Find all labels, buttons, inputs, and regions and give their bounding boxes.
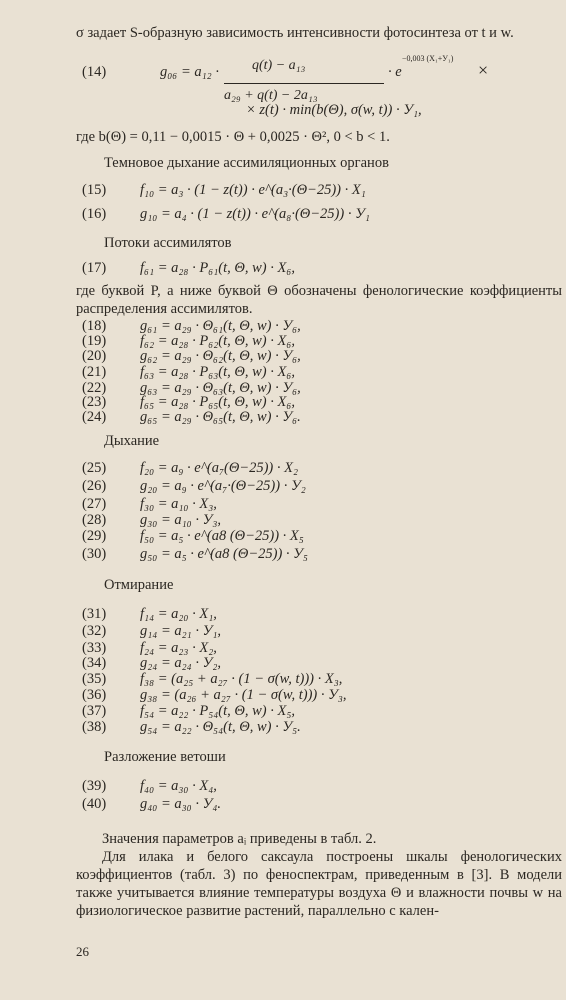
- eq24-number: (24): [82, 409, 107, 425]
- eq34-formula: g₂₄ = a₂₄ · У₂,: [140, 655, 221, 671]
- eq17-number: (17): [82, 260, 107, 276]
- eq14-continuation: × z(t) · min(b(Θ), σ(w, t)) · У₁,: [246, 102, 422, 118]
- eq14-numerator: q(t) − a₁₃: [252, 58, 306, 73]
- eq33-formula: f₂₄ = a₂₃ · X₂,: [140, 640, 217, 656]
- eq26-number: (26): [82, 478, 107, 494]
- eq19-formula: f₆₂ = a₂₈ · P₆₂(t, Θ, w) · X₆,: [140, 333, 296, 349]
- eq27-number: (27): [82, 496, 107, 512]
- eq36-number: (36): [82, 687, 107, 703]
- fraction-bar: [224, 83, 384, 84]
- assimilate-flows-heading: Потоки ассимилятов: [104, 235, 232, 251]
- eq36-formula: g₃₈ = (a₂₆ + a₂₇ · (1 − σ(w, t))) · У₃,: [140, 687, 347, 703]
- eq28-formula: g₃₀ = a₁₀ · У₃,: [140, 512, 221, 528]
- eq21-number: (21): [82, 364, 107, 380]
- eq23-number: (23): [82, 394, 107, 410]
- eq14-exponent: −0,003 (X₁+У₁): [402, 54, 454, 63]
- eq28-number: (28): [82, 512, 107, 528]
- eq33-number: (33): [82, 640, 107, 656]
- eq38-formula: g₅₄ = a₂₂ · Θ₅₄(t, Θ, w) · У₅.: [140, 719, 301, 735]
- closing-paragraph: Для илака и белого саксаула построены шкалы фенологических коэффициентов (табл. 3) по феноспектрам, приведенным в [3]. В модели также учитывается влияние температуры воздуха Θ и влажности почвы w на физиологическое развитие растений, параллельно с кален-: [76, 849, 562, 919]
- eq35-number: (35): [82, 671, 107, 687]
- eq30-number: (30): [82, 546, 107, 562]
- eq15-number: (15): [82, 182, 107, 198]
- eq19-number: (19): [82, 333, 107, 349]
- eq17-formula: f₆₁ = a₂₈ · P₆₁(t, Θ, w) · X₆,: [140, 260, 296, 276]
- eq31-formula: f₁₄ = a₂₀ · X₁,: [140, 606, 217, 622]
- eq29-number: (29): [82, 528, 107, 544]
- eq15-formula: f₁₀ = a₃ · (1 − z(t)) · e^(a₃·(Θ−25)) · X₁: [140, 182, 366, 198]
- eq32-number: (32): [82, 623, 107, 639]
- eq16-formula: g₁₀ = a₄ · (1 − z(t)) · e^(a₈·(Θ−25)) · У₁: [140, 206, 370, 222]
- eq18-number: (18): [82, 318, 107, 334]
- eq20-formula: g₆₂ = a₂₉ · Θ₆₂(t, Θ, w) · У₆,: [140, 348, 301, 364]
- eq21-formula: f₆₃ = a₂₈ · P₆₃(t, Θ, w) · X₆,: [140, 364, 296, 380]
- respiration-heading: Дыхание: [104, 433, 160, 449]
- eq14-tail: · e: [388, 64, 402, 80]
- eq24-formula: g₆₅ = a₂₉ · Θ₆₅(t, Θ, w) · У₆.: [140, 409, 301, 425]
- eq30-formula: g₅₀ = a₅ · e^(a8 (Θ−25)) · У₅: [140, 546, 308, 562]
- eq14-lhs: g₀₆ = a₁₂ ·: [160, 64, 219, 80]
- eq16-number: (16): [82, 206, 107, 222]
- eq38-number: (38): [82, 719, 107, 735]
- eq40-number: (40): [82, 796, 107, 812]
- eq23-formula: f₆₅ = a₂₈ · P₆₅(t, Θ, w) · X₆,: [140, 394, 296, 410]
- eq14-denominator: a₂₉ + q(t) − 2a₁₃: [224, 88, 318, 103]
- eq37-formula: f₅₄ = a₂₂ · P₅₄(t, Θ, w) · X₅,: [140, 703, 296, 719]
- eq39-number: (39): [82, 778, 107, 794]
- intro-line: σ задает S-образную зависимость интенсивности фотосинтеза от t и w.: [76, 25, 514, 41]
- eq26-formula: g₂₀ = a₉ · e^(a₇·(Θ−25)) · У₂: [140, 478, 306, 494]
- eq39-formula: f₄₀ = a₃₀ · X₄,: [140, 778, 217, 794]
- litter-heading: Разложение ветоши: [104, 749, 226, 765]
- eq25-formula: f₂₀ = a₉ · e^(a₇(Θ−25)) · X₂: [140, 460, 298, 476]
- b-definition: где b(Θ) = 0,11 − 0,0015 · Θ + 0,0025 · Θ², 0 < b < 1.: [76, 129, 390, 145]
- eq25-number: (25): [82, 460, 107, 476]
- eq18-formula: g₆₁ = a₂₉ · Θ₆₁(t, Θ, w) · У₆,: [140, 318, 301, 334]
- eq14-number: (14): [82, 64, 107, 80]
- eq34-number: (34): [82, 655, 107, 671]
- phenological-note: где буквой P, а ниже буквой Θ обозначены фенологические коэффициенты распределения ассимилятов.: [76, 283, 562, 317]
- eq22-formula: g₆₃ = a₂₉ · Θ₆₃(t, Θ, w) · У₆,: [140, 380, 301, 396]
- eq31-number: (31): [82, 606, 107, 622]
- eq35-formula: f₃₈ = (a₂₅ + a₂₇ · (1 − σ(w, t))) · X₃,: [140, 671, 343, 687]
- eq22-number: (22): [82, 380, 107, 396]
- cross-mark: ×: [478, 60, 489, 80]
- eq37-number: (37): [82, 703, 107, 719]
- dark-respiration-heading: Темновое дыхание ассимиляционных органов: [104, 155, 389, 171]
- eq20-number: (20): [82, 348, 107, 364]
- dieoff-heading: Отмирание: [104, 577, 174, 593]
- eq29-formula: f₅₀ = a₅ · e^(a8 (Θ−25)) · X₅: [140, 528, 304, 544]
- parameter-note: Значения параметров aᵢ приведены в табл. 2.: [102, 831, 377, 847]
- eq32-formula: g₁₄ = a₂₁ · У₁,: [140, 623, 221, 639]
- page-number: 26: [76, 944, 89, 959]
- eq27-formula: f₃₀ = a₁₀ · X₃,: [140, 496, 217, 512]
- eq40-formula: g₄₀ = a₃₀ · У₄.: [140, 796, 221, 812]
